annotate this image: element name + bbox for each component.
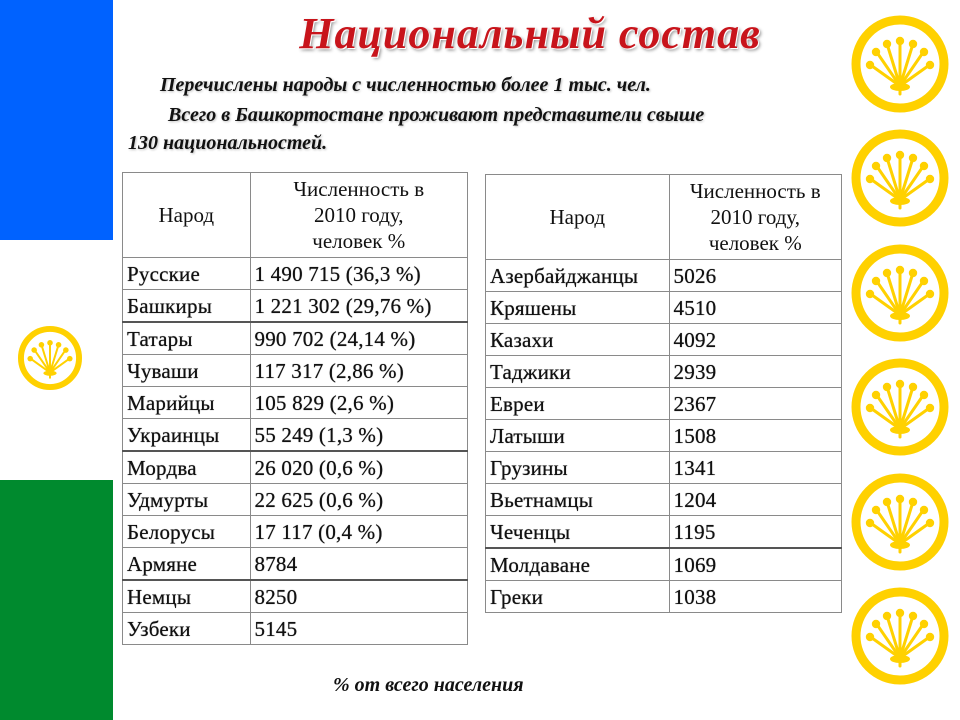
table-row: [486, 292, 842, 324]
cell-count: 2939: [669, 356, 841, 388]
header-count-line: 2010 году,: [710, 205, 801, 229]
table-row: [123, 548, 468, 581]
cell-count: 1 490 715 (36,3 %): [250, 258, 467, 290]
table-row: [486, 516, 842, 549]
cell-people: Украинцы: [123, 419, 251, 452]
cell-count: 1341: [669, 452, 841, 484]
kurai-flower-icon: [850, 472, 950, 572]
bashkortostan-flag: [0, 0, 113, 720]
cell-count: 5145: [250, 613, 467, 645]
cell-count: 1195: [669, 516, 841, 549]
table-row: [123, 613, 468, 645]
cell-people: Азербайджанцы: [486, 260, 670, 292]
table-row: [486, 356, 842, 388]
nationalities-table-left: [122, 172, 468, 645]
table-row: [123, 355, 468, 387]
header-count-line: человек %: [312, 229, 406, 253]
cell-people: Немцы: [123, 580, 251, 613]
intro-line: Перечислены народы с численностью более 1 тыс. чел.: [160, 74, 651, 96]
cell-count: 117 317 (2,86 %): [250, 355, 467, 387]
table-row: [486, 452, 842, 484]
table-row: [486, 324, 842, 356]
cell-people: Вьетнамцы: [486, 484, 670, 516]
cell-count: 8250: [250, 580, 467, 613]
cell-people: Греки: [486, 581, 670, 613]
header-count-line: Численность в: [293, 177, 425, 201]
kurai-flower-icon: [850, 128, 950, 228]
cell-people: Мордва: [123, 451, 251, 484]
cell-count: 990 702 (24,14 %): [250, 322, 467, 355]
cell-people: Латыши: [486, 420, 670, 452]
table-row: [123, 580, 468, 613]
table-row: [123, 484, 468, 516]
kurai-flower-icon: [850, 357, 950, 457]
header-count: [250, 173, 467, 258]
table-row: [123, 516, 468, 548]
flag-blue-stripe: [0, 0, 113, 240]
cell-count: 2367: [669, 388, 841, 420]
cell-people: Таджики: [486, 356, 670, 388]
nationalities-table-right: [485, 174, 842, 613]
footnote: % от всего населения: [333, 674, 524, 696]
cell-count: 1 221 302 (29,76 %): [250, 290, 467, 323]
table-row: [123, 387, 468, 419]
page-title: Национальный состав: [299, 9, 761, 58]
header-count-line: 2010 году,: [313, 203, 404, 227]
cell-people: Молдаване: [486, 548, 670, 581]
cell-count: 8784: [250, 548, 467, 581]
table-row: [486, 548, 842, 581]
table-row: [123, 290, 468, 323]
emblem-column: [844, 0, 960, 720]
cell-people: Кряшены: [486, 292, 670, 324]
table-row: [486, 260, 842, 292]
cell-people: Казахи: [486, 324, 670, 356]
cell-people: Башкиры: [123, 290, 251, 323]
cell-people: Узбеки: [123, 613, 251, 645]
cell-count: 1508: [669, 420, 841, 452]
kurai-flower-icon: [850, 243, 950, 343]
intro-line: Всего в Башкортостане проживают представители свыше: [168, 104, 705, 126]
header-people: Народ: [486, 175, 670, 260]
cell-people: Грузины: [486, 452, 670, 484]
table-row: [486, 581, 842, 613]
cell-people: Чеченцы: [486, 516, 670, 549]
table-row: [486, 420, 842, 452]
cell-people: Белорусы: [123, 516, 251, 548]
header-count: [669, 175, 841, 260]
cell-count: 5026: [669, 260, 841, 292]
cell-people: Удмурты: [123, 484, 251, 516]
flag-green-stripe: [0, 480, 113, 720]
cell-count: 1204: [669, 484, 841, 516]
header-people: Народ: [123, 173, 251, 258]
cell-count: 4510: [669, 292, 841, 324]
header-count-line: человек %: [708, 231, 802, 255]
table-header-row: [486, 175, 842, 260]
cell-count: 17 117 (0,4 %): [250, 516, 467, 548]
cell-people: Татары: [123, 322, 251, 355]
cell-count: 4092: [669, 324, 841, 356]
table-row: [486, 484, 842, 516]
cell-people: Чуваши: [123, 355, 251, 387]
table-row: [123, 419, 468, 452]
cell-count: 1069: [669, 548, 841, 581]
cell-people: Марийцы: [123, 387, 251, 419]
cell-count: 22 625 (0,6 %): [250, 484, 467, 516]
header-count-line: Численность в: [689, 179, 821, 203]
kurai-flower-icon: [17, 325, 83, 391]
kurai-flower-icon: [850, 586, 950, 686]
cell-people: Русские: [123, 258, 251, 290]
table-row: [486, 388, 842, 420]
table-header-row: [123, 173, 468, 258]
table-row: [123, 451, 468, 484]
cell-count: 55 249 (1,3 %): [250, 419, 467, 452]
table-row: [123, 322, 468, 355]
cell-count: 26 020 (0,6 %): [250, 451, 467, 484]
intro-line: 130 национальностей.: [128, 132, 328, 154]
cell-people: Евреи: [486, 388, 670, 420]
cell-count: 1038: [669, 581, 841, 613]
cell-count: 105 829 (2,6 %): [250, 387, 467, 419]
table-row: [123, 258, 468, 290]
cell-people: Армяне: [123, 548, 251, 581]
